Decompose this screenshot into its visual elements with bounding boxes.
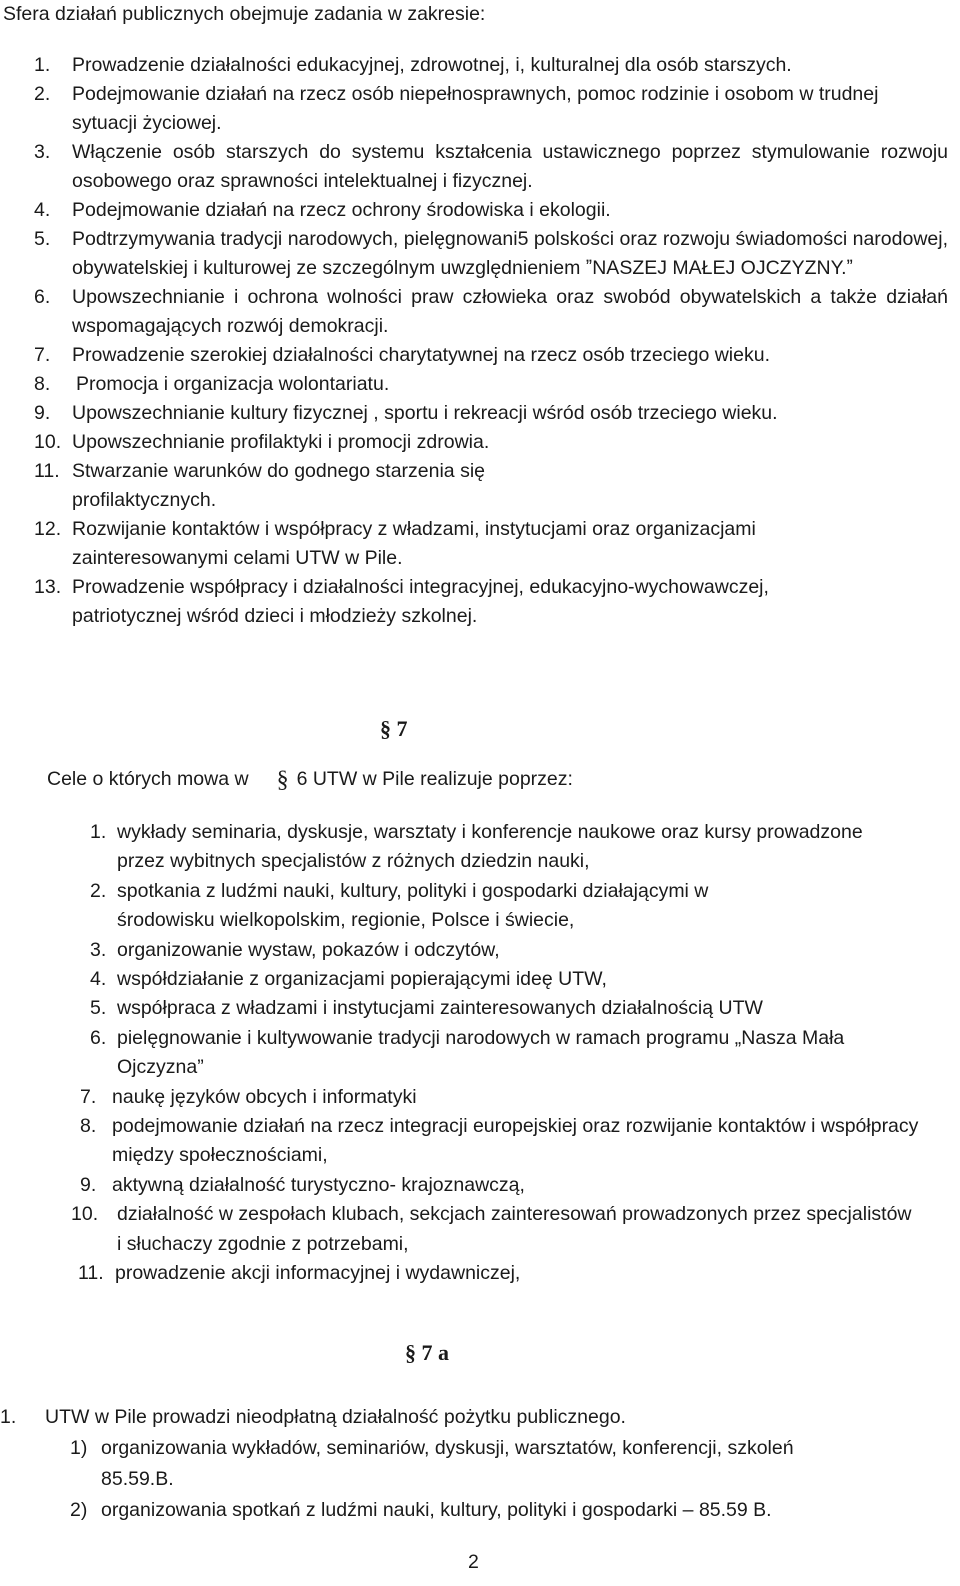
item-number: 2.: [34, 83, 51, 105]
item-text: Rozwijanie kontaktów i współpracy z władzami, instytucjami oraz organizacjami zainteresowanymi celami UTW w Pile.: [72, 518, 756, 569]
list-item: [72, 1259, 952, 1288]
item-text: Podtrzymywania tradycji narodowych, pielęgnowani5 polskości oraz rozwoju świadomości narodowej, obywatelskiej i kulturowej ze szczególnym uwzględnieniem ˮNASZEJ MAŁEJ OJCZYZNY.ˮ: [72, 228, 948, 279]
item-text: Prowadzenie szerokiej działalności charytatywnej na rzecz osób trzeciego wieku.: [72, 344, 771, 366]
intro-text: Sfera działań publicznych obejmuje zadania w zakresie:: [3, 3, 486, 25]
item-text: aktywną działalność turystyczno- krajoznawczą,: [112, 1173, 525, 1196]
item-number: 4.: [34, 199, 51, 221]
goals-list: [72, 818, 952, 1289]
item-text: UTW w Pile prowadzi nieodpłatną działalność pożytku publicznego.: [45, 1406, 626, 1428]
list-item: [34, 341, 948, 370]
item-text: działalność w zespołach klubach, sekcjach zainteresowań prowadzonych przez specjalistów i słuchaczy zgodnie z potrzebami,: [117, 1203, 912, 1255]
list-item: [72, 965, 952, 994]
list-item: [0, 1402, 960, 1433]
list-item: [72, 1112, 952, 1171]
item-number: 3.: [90, 938, 107, 961]
section-heading-7a: § 7 a: [405, 1340, 449, 1365]
item-number: 8.: [80, 1115, 97, 1138]
item-text: współdziałanie z organizacjami popierającymi ideę UTW,: [117, 968, 607, 991]
item-text: wykłady seminaria, dyskusje, warsztaty i konferencje naukowe oraz kursy prowadzone przez wybitnych specjalistów z różnych dziedzin nauki,: [117, 821, 863, 873]
goals-intro: [47, 767, 573, 794]
item-text: Podejmowanie działań na rzecz osób niepełnosprawnych, pomoc rodzinie i osobom w trudnej sytuacji życiowej.: [72, 83, 879, 134]
item-text: Prowadzenie współpracy i działalności integracyjnej, edukacyjno-wychowawczej, patriotycznej wśród dzieci i młodzieży szkolnej.: [72, 576, 769, 627]
item-number: 5.: [34, 228, 51, 250]
list-item: [34, 225, 948, 283]
item-text: Upowszechnianie i ochrona wolności praw człowieka oraz swobód obywatelskich a także działań wspomagających rozwój demokracji.: [72, 286, 948, 337]
item-number: 12.: [34, 518, 62, 540]
list-item: [34, 457, 948, 515]
item-number: 7.: [34, 344, 51, 366]
public-benefit-list: [0, 1402, 960, 1526]
item-text: Włączenie osób starszych do systemu kształcenia ustawicznego poprzez stymulowanie rozwoju osobowego oraz sprawności intelektualnej i fizycznej.: [72, 141, 948, 192]
sub-item-text: organizowania wykładów, seminariów, dyskusji, warsztatów, konferencji, szkoleń: [101, 1437, 794, 1459]
list-item: [34, 196, 948, 225]
list-item: [34, 399, 948, 428]
list-item: [34, 573, 948, 631]
item-number: 13.: [34, 576, 62, 598]
item-text: prowadzenie akcji informacyjnej i wydawniczej,: [115, 1262, 521, 1285]
item-number: 4.: [90, 968, 107, 991]
list-item: [72, 818, 952, 877]
item-number: 3.: [34, 141, 51, 163]
item-text-line: profilaktycznych.: [72, 489, 217, 511]
item-number: 8.: [34, 373, 51, 395]
sub-item-text: organizowania spotkań z ludźmi nauki, kultury, polityki i gospodarki – 85.59 B.: [101, 1499, 772, 1521]
section-heading-7: § 7: [380, 716, 408, 741]
item-text: Upowszechnianie profilaktyki i promocji zdrowia.: [72, 431, 490, 453]
item-number: 2.: [90, 879, 107, 902]
list-item: [72, 1083, 952, 1112]
list-item: [72, 1024, 952, 1083]
item-number: 1.: [34, 54, 51, 76]
item-number: 6.: [90, 1026, 107, 1049]
sub-item-text: 85.59.B.: [101, 1468, 174, 1490]
item-text: współpraca z władzami i instytucjami zainteresowanych działalnością UTW: [117, 997, 763, 1020]
sub-item-number: 1): [70, 1437, 88, 1459]
item-text: Upowszechnianie kultury fizycznej , sportu i rekreacji wśród osób trzeciego wieku.: [72, 402, 778, 424]
item-number: 9.: [80, 1173, 97, 1196]
goals-intro-text: Cele o których mowa w: [47, 768, 249, 790]
item-text: pielęgnowanie i kultywowanie tradycji narodowych w ramach programu „Nasza Mała Ojczyzna”: [117, 1026, 845, 1079]
item-number: 9.: [34, 402, 51, 424]
list-item: [34, 80, 948, 138]
list-item: [72, 936, 952, 965]
item-text: podejmowanie działań na rzecz integracji europejskiej oraz rozwijanie kontaktów i współpracy między społecznościami,: [112, 1115, 919, 1167]
item-text: naukę języków obcych i informatyki: [112, 1085, 417, 1108]
item-number: 11.: [78, 1262, 104, 1285]
item-text: spotkania z ludźmi nauki, kultury, polityki i gospodarki działającymi w środowisku wielkopolskim, regionie, Polsce i świecie,: [117, 879, 709, 932]
sub-item-number: 2): [70, 1499, 88, 1521]
item-number: 5.: [90, 997, 107, 1020]
list-item: [34, 515, 948, 573]
item-number: 10.: [71, 1203, 99, 1226]
item-number: 11.: [34, 460, 60, 482]
item-text: Prowadzenie działalności edukacyjnej, zdrowotnej, i, kulturalnej dla osób starszych.: [72, 54, 792, 76]
paragraph-sign: §: [276, 767, 289, 793]
public-sphere-list: [34, 51, 948, 631]
sub-item: [0, 1495, 960, 1526]
item-number: 1.: [0, 1406, 17, 1428]
list-item: [34, 138, 948, 196]
list-item: [72, 1200, 952, 1259]
item-text: Podejmowanie działań na rzecz ochrony środowiska i ekologii.: [72, 199, 611, 221]
list-item: [72, 994, 952, 1023]
list-item: [72, 1171, 952, 1200]
item-number: 10.: [34, 431, 62, 453]
item-text: organizowanie wystaw, pokazów i odczytów,: [117, 938, 500, 961]
list-item: [34, 51, 948, 80]
sub-item: [0, 1433, 960, 1464]
list-item: [72, 877, 952, 936]
sub-item-continuation: [0, 1464, 960, 1495]
list-item: [34, 428, 948, 457]
item-number: 6.: [34, 286, 51, 308]
page-number: 2: [468, 1551, 479, 1573]
item-text-line: Stwarzanie warunków do godnego starzenia się: [72, 460, 485, 482]
item-text: Promocja i organizacja wolontariatu.: [76, 373, 390, 395]
item-number: 1.: [90, 821, 107, 843]
item-number: 7.: [80, 1085, 97, 1108]
goals-intro-text: 6 UTW w Pile realizuje poprzez:: [296, 768, 573, 790]
list-item: [34, 283, 948, 341]
list-item: [34, 370, 948, 399]
